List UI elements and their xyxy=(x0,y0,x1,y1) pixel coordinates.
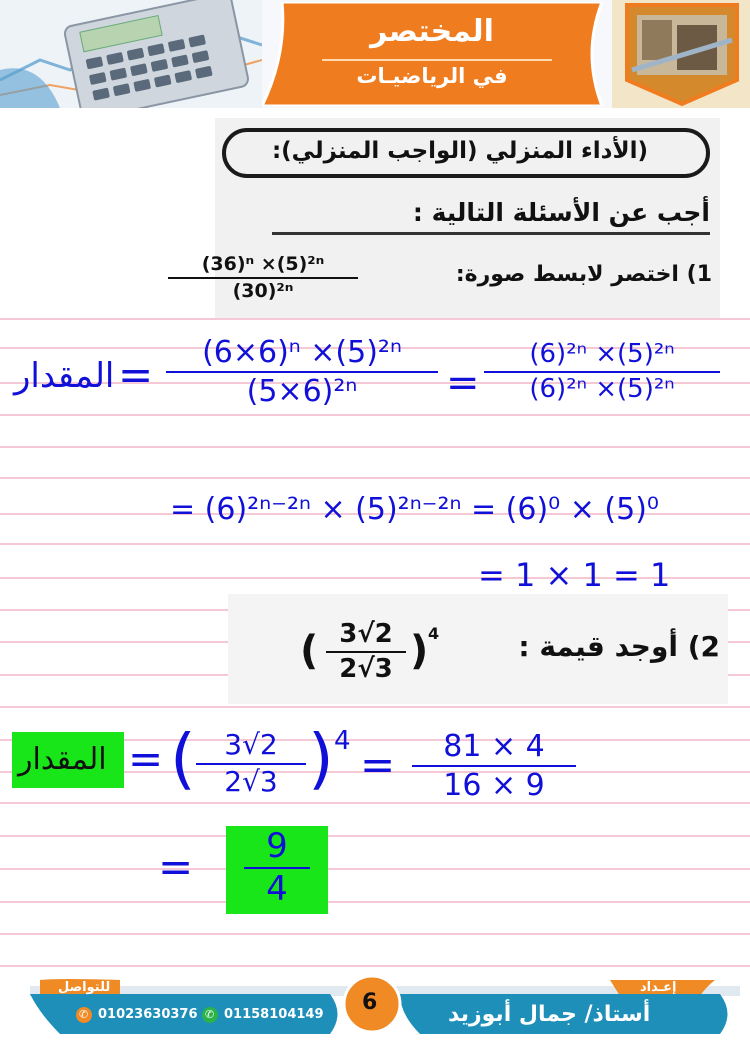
instruction-heading: أجب عن الأسئلة التالية : xyxy=(412,198,710,227)
question-2-power: 4 xyxy=(428,624,440,643)
header-subtitle: في الرياضيـات xyxy=(356,64,508,88)
solution-1-fraction-a xyxy=(166,336,438,408)
solution-2-paren-close: ) xyxy=(308,720,334,797)
solution-1-step-4: = 1 × 1 = 1 xyxy=(478,556,671,594)
fraction-bar xyxy=(484,371,720,373)
solution-2-power: 4 xyxy=(334,726,351,756)
solution-2-equals-3: = xyxy=(158,842,194,891)
solution-1-denominator-a: (5×6)²ⁿ xyxy=(246,374,358,409)
question-2-text: 2) أوجد قيمة : xyxy=(518,630,720,663)
solution-1-step-3: = (6)²ⁿ⁻²ⁿ × (5)²ⁿ⁻²ⁿ = (6)⁰ × (5)⁰ xyxy=(170,492,659,527)
solution-1-label: المقدار xyxy=(14,356,115,396)
solution-2-denominator-a: 2√3 xyxy=(224,764,278,798)
contact-label: للتواصل xyxy=(58,980,111,995)
solution-2-numerator-b: 81 × 4 xyxy=(443,729,545,764)
solution-1-fraction-b xyxy=(484,340,720,403)
solution-2-equals: = xyxy=(128,734,164,783)
page-footer xyxy=(0,968,750,1061)
solution-1-denominator-b: (6)²ⁿ ×(5)²ⁿ xyxy=(529,373,675,404)
solution-2-fraction-b xyxy=(412,730,576,802)
question-2-numerator: 3√2 xyxy=(339,619,393,649)
phone-number-1: 01023630376 xyxy=(98,1007,198,1022)
fraction-bar xyxy=(168,277,358,279)
whatsapp-icon: ✆ xyxy=(205,1008,215,1021)
question-2-fraction xyxy=(326,620,406,683)
question-2-denominator: 2√3 xyxy=(339,653,393,684)
solution-2-label: المقدار xyxy=(18,742,107,777)
question-1-text: 1) اختصر لابسط صورة: xyxy=(455,262,712,287)
fraction-bar xyxy=(326,651,406,653)
question-2-paren-open: ( xyxy=(300,628,319,674)
calculator-illustration xyxy=(0,0,262,108)
page-number: 6 xyxy=(362,990,378,1015)
solution-2-denominator-b: 16 × 9 xyxy=(443,768,545,803)
fraction-bar xyxy=(166,371,438,373)
question-2-paren-close: ) xyxy=(410,628,429,674)
author-name: أستاذ/ جمال أبوزيد xyxy=(448,1002,651,1027)
result-numerator: 9 xyxy=(266,826,288,866)
solution-2-paren-open: ( xyxy=(170,720,196,797)
phone-number-2: 01158104149 xyxy=(224,1007,324,1022)
fraction-bar xyxy=(412,765,576,767)
section-heading: (الأداء المنزلي (الواجب المنزلي): xyxy=(271,138,649,164)
solution-1-equals-2: = xyxy=(446,360,480,406)
result-denominator: 4 xyxy=(266,869,288,910)
prepared-label: إعـداد xyxy=(640,980,677,995)
solution-2-equals-2: = xyxy=(360,740,396,789)
solution-2-result xyxy=(244,828,310,909)
phone-icon: ✆ xyxy=(79,1008,89,1021)
header-title: المختصر xyxy=(370,14,494,49)
solution-2-fraction-a xyxy=(196,730,306,798)
solution-1-numerator-a: (6×6)ⁿ ×(5)²ⁿ xyxy=(202,335,402,370)
question-1-denominator: (30)²ⁿ xyxy=(232,279,294,302)
solution-1-equals: = xyxy=(118,350,154,399)
solution-2-numerator-a: 3√2 xyxy=(224,728,278,761)
question-1-numerator: (36)ⁿ ×(5)²ⁿ xyxy=(201,253,325,275)
header-photo xyxy=(612,0,750,108)
page-header xyxy=(0,0,750,108)
solution-1-numerator-b: (6)²ⁿ ×(5)²ⁿ xyxy=(529,339,675,369)
instruction-underline xyxy=(272,232,710,235)
question-1-fraction xyxy=(168,254,358,302)
